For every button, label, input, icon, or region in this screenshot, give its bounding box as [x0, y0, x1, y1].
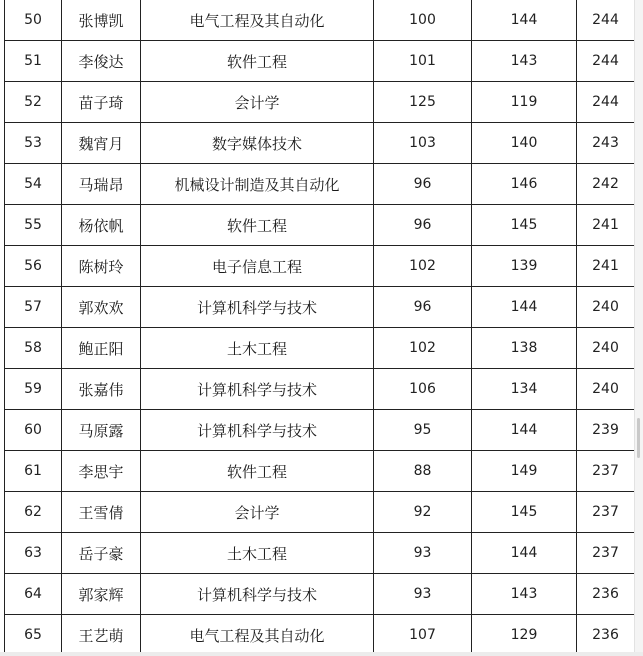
total-cell: 239: [577, 410, 635, 451]
name-cell: 王雪倩: [62, 492, 141, 533]
table-row: [5, 369, 635, 410]
score1-cell: 96: [374, 164, 472, 205]
major-cell: 会计学: [141, 82, 374, 123]
table-row: [5, 287, 635, 328]
major-cell: 数字媒体技术: [141, 123, 374, 164]
major-cell: 软件工程: [141, 41, 374, 82]
score2-cell: 144: [472, 410, 577, 451]
major-cell: 计算机科学与技术: [141, 287, 374, 328]
rank-cell: 56: [5, 246, 62, 287]
rank-cell: 62: [5, 492, 62, 533]
total-cell: 237: [577, 451, 635, 492]
total-cell: 244: [577, 0, 635, 41]
major-cell: 土木工程: [141, 328, 374, 369]
score1-cell: 88: [374, 451, 472, 492]
total-cell: 236: [577, 574, 635, 615]
table-row: [5, 123, 635, 164]
score1-cell: 102: [374, 246, 472, 287]
rank-cell: 60: [5, 410, 62, 451]
rank-cell: 50: [5, 0, 62, 41]
score1-cell: 101: [374, 41, 472, 82]
name-cell: 陈树玲: [62, 246, 141, 287]
major-cell: 软件工程: [141, 205, 374, 246]
score1-cell: 96: [374, 287, 472, 328]
total-cell: 240: [577, 369, 635, 410]
table-row: [5, 574, 635, 615]
score1-cell: 103: [374, 123, 472, 164]
name-cell: 魏宵月: [62, 123, 141, 164]
major-cell: 电气工程及其自动化: [141, 615, 374, 656]
score1-cell: 106: [374, 369, 472, 410]
table-row: [5, 164, 635, 205]
score2-cell: 139: [472, 246, 577, 287]
total-cell: 236: [577, 615, 635, 656]
score2-cell: 144: [472, 0, 577, 41]
score2-cell: 144: [472, 533, 577, 574]
major-cell: 电气工程及其自动化: [141, 0, 374, 41]
major-cell: 电子信息工程: [141, 246, 374, 287]
major-cell: 机械设计制造及其自动化: [141, 164, 374, 205]
major-cell: 计算机科学与技术: [141, 574, 374, 615]
name-cell: 张博凯: [62, 0, 141, 41]
rank-cell: 63: [5, 533, 62, 574]
score2-cell: 143: [472, 574, 577, 615]
score1-cell: 125: [374, 82, 472, 123]
table-row: [5, 533, 635, 574]
score2-cell: 145: [472, 205, 577, 246]
major-cell: 软件工程: [141, 451, 374, 492]
total-cell: 244: [577, 41, 635, 82]
table-row: [5, 328, 635, 369]
score1-cell: 92: [374, 492, 472, 533]
score2-cell: 144: [472, 287, 577, 328]
score2-cell: 149: [472, 451, 577, 492]
rank-cell: 64: [5, 574, 62, 615]
name-cell: 岳子豪: [62, 533, 141, 574]
name-cell: 郭欢欢: [62, 287, 141, 328]
name-cell: 郭家辉: [62, 574, 141, 615]
table-row: [5, 615, 635, 656]
total-cell: 237: [577, 533, 635, 574]
score2-cell: 140: [472, 123, 577, 164]
score2-cell: 145: [472, 492, 577, 533]
score2-cell: 129: [472, 615, 577, 656]
name-cell: 马瑞昂: [62, 164, 141, 205]
total-cell: 242: [577, 164, 635, 205]
rank-cell: 57: [5, 287, 62, 328]
score2-cell: 119: [472, 82, 577, 123]
score1-cell: 100: [374, 0, 472, 41]
table-row: [5, 410, 635, 451]
score1-cell: 95: [374, 410, 472, 451]
table-row: [5, 0, 635, 41]
score2-cell: 146: [472, 164, 577, 205]
total-cell: 241: [577, 246, 635, 287]
name-cell: 李思宇: [62, 451, 141, 492]
name-cell: 鲍正阳: [62, 328, 141, 369]
score1-cell: 93: [374, 574, 472, 615]
table-row: [5, 492, 635, 533]
name-cell: 苗子琦: [62, 82, 141, 123]
scrollbar-thumb[interactable]: [637, 418, 640, 458]
table-row: [5, 82, 635, 123]
rank-cell: 61: [5, 451, 62, 492]
total-cell: 240: [577, 328, 635, 369]
score1-cell: 107: [374, 615, 472, 656]
total-cell: 237: [577, 492, 635, 533]
score2-cell: 134: [472, 369, 577, 410]
bottom-edge-strip: [0, 652, 643, 656]
rank-cell: 55: [5, 205, 62, 246]
total-cell: 241: [577, 205, 635, 246]
rank-cell: 65: [5, 615, 62, 656]
name-cell: 杨依帆: [62, 205, 141, 246]
table-row: [5, 451, 635, 492]
score1-cell: 102: [374, 328, 472, 369]
score1-cell: 93: [374, 533, 472, 574]
rank-cell: 53: [5, 123, 62, 164]
score1-cell: 96: [374, 205, 472, 246]
name-cell: 马原露: [62, 410, 141, 451]
name-cell: 王艺萌: [62, 615, 141, 656]
total-cell: 240: [577, 287, 635, 328]
score-table: [4, 0, 635, 656]
name-cell: 李俊达: [62, 41, 141, 82]
total-cell: 243: [577, 123, 635, 164]
total-cell: 244: [577, 82, 635, 123]
major-cell: 计算机科学与技术: [141, 369, 374, 410]
table-row: [5, 41, 635, 82]
major-cell: 计算机科学与技术: [141, 410, 374, 451]
score2-cell: 143: [472, 41, 577, 82]
rank-cell: 58: [5, 328, 62, 369]
scrollbar-edge[interactable]: [634, 0, 643, 656]
table-row: [5, 246, 635, 287]
name-cell: 张嘉伟: [62, 369, 141, 410]
major-cell: 会计学: [141, 492, 374, 533]
rank-cell: 54: [5, 164, 62, 205]
table-body: [5, 0, 635, 656]
rank-cell: 52: [5, 82, 62, 123]
rank-cell: 51: [5, 41, 62, 82]
major-cell: 土木工程: [141, 533, 374, 574]
score2-cell: 138: [472, 328, 577, 369]
table-row: [5, 205, 635, 246]
rank-cell: 59: [5, 369, 62, 410]
